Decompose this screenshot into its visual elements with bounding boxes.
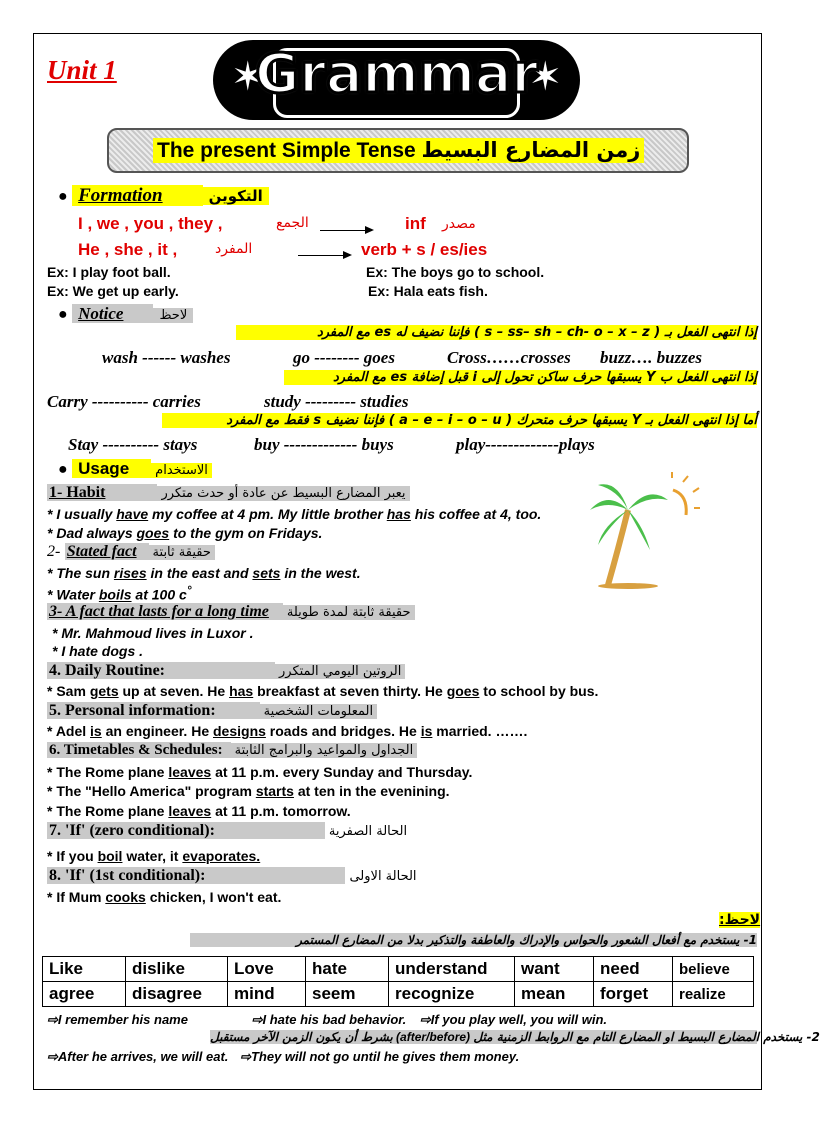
- bullet-icon: ●: [58, 306, 68, 323]
- zero-conditional-title-ar: الحالة الصفرية: [328, 824, 408, 839]
- habit-heading: [47, 484, 410, 502]
- long-fact-title: 3- A fact that lasts for a long time: [47, 603, 283, 620]
- timetables-heading: [47, 741, 417, 759]
- notice-example: wash ------ washes: [102, 348, 231, 367]
- arrow-right-icon: ⇨: [251, 1012, 263, 1027]
- personal-sentence: * Adel is an engineer. He designs roads and bridges. He is married. …….: [47, 723, 528, 739]
- banner-title: Grammar: [255, 42, 538, 105]
- stated-fact-title: Stated fact: [65, 543, 149, 560]
- timetables-sentence: * The Rome plane leaves at 11 p.m. every Sunday and Thursday.: [47, 764, 473, 780]
- notice-example: play-------------plays: [456, 435, 595, 454]
- arrow-icon: [320, 230, 372, 231]
- formation-title-ar: التكوين: [203, 187, 269, 205]
- arrow-right-icon: ⇨: [419, 1012, 431, 1027]
- bullet-icon: ●: [58, 461, 68, 478]
- verb-cell: hate: [306, 957, 389, 982]
- verb-cell: realize: [673, 982, 754, 1007]
- zero-conditional-sentence: * If you boil water, it evaporates.: [47, 848, 261, 864]
- note-example-line1: ⇨I remember his name ⇨I hate his bad behavior. ⇨If you play well, you will win.: [47, 1012, 608, 1027]
- long-fact-heading: [47, 603, 415, 621]
- table-row: [43, 957, 754, 982]
- first-conditional-heading: [47, 867, 421, 885]
- notice-example: buzz…. buzzes: [600, 348, 703, 367]
- verb-cell: need: [594, 957, 673, 982]
- usage-heading: [58, 459, 212, 479]
- notice-title: Notice: [72, 304, 153, 323]
- formation-heading: [58, 185, 269, 207]
- tense-title: [153, 138, 644, 163]
- usage-title: Usage: [72, 459, 151, 478]
- verb-cell: disagree: [126, 982, 228, 1007]
- personal-title: 5. Personal information:: [47, 702, 260, 719]
- usage-title-ar: الاستخدام: [151, 463, 212, 478]
- long-fact-sentence: * I hate dogs .: [52, 643, 144, 659]
- habit-sentence: * Dad always goes to the gym on Fridays.: [47, 525, 323, 541]
- stated-fact-sentence: * Water boils at 100 c°: [47, 584, 192, 603]
- verb-cell: mind: [228, 982, 306, 1007]
- notice-example: buy ------------- buys: [254, 435, 394, 454]
- arrow-icon: [298, 255, 350, 256]
- table-row: [43, 982, 754, 1007]
- arrow-right-icon: ⇨: [47, 1049, 58, 1064]
- tense-title-en: The present Simple Tense: [157, 139, 416, 162]
- verb-cell: forget: [594, 982, 673, 1007]
- formation-row1-result: inf: [405, 214, 426, 233]
- tense-title-ar: زمن المضارع البسيط: [421, 138, 641, 162]
- timetables-sentence: * The "Hello America" program starts at ten in the evenining.: [47, 783, 450, 799]
- zero-conditional-title: 7. 'If' (zero conditional):: [47, 822, 325, 839]
- formation-row1-ar: الجمع: [276, 215, 309, 231]
- note-rule2: بشرط أن يكون الزمن الآخر مستقبل (after/before) 2- يستخدم المضارع البسيط او المضارع التام مع الروابط الزمنية مثل: [210, 1030, 820, 1044]
- formation-title: Formation: [72, 185, 202, 206]
- long-fact-sentence: * Mr. Mahmoud lives in Luxor .: [52, 625, 254, 641]
- stative-verbs-table: [42, 956, 754, 1007]
- stated-fact-heading: 2- Stated fact حقيقة ثابتة: [47, 543, 215, 561]
- habit-sentence: * I usually have my coffee at 4 pm. My little brother has his coffee at 4, too.: [47, 506, 542, 522]
- formation-row1-result-ar: مصدر: [442, 216, 476, 232]
- arrow-right-icon: ⇨: [240, 1049, 251, 1064]
- palm-tree-icon: [588, 470, 700, 588]
- verb-cell: seem: [306, 982, 389, 1007]
- formation-example: Ex: We get up early.: [47, 283, 179, 299]
- notice-example: study --------- studies: [264, 392, 409, 411]
- stated-fact-title-ar: حقيقة ثابتة: [149, 545, 215, 560]
- note-rule1: 1- يستخدم مع أفعال الشعور والحواس والإدراك والعاطفة والتذكير بدلا من المضارع المستمر: [190, 933, 757, 947]
- verb-cell: Like: [43, 957, 126, 982]
- unit-label: Unit 1: [47, 55, 117, 85]
- first-conditional-sentence: * If Mum cooks chicken, I won't eat.: [47, 889, 282, 905]
- personal-title-ar: المعلومات الشخصية: [260, 704, 377, 719]
- note-example-line2: ⇨After he arrives, we will eat. ⇨They will not go until he gives them money.: [47, 1049, 520, 1064]
- notice-example: Stay ---------- stays: [68, 435, 198, 454]
- formation-example: Ex: Hala eats fish.: [368, 283, 488, 299]
- verb-cell: Love: [228, 957, 306, 982]
- habit-title: 1- Habit: [47, 484, 157, 501]
- verb-cell: mean: [515, 982, 594, 1007]
- verb-cell: want: [515, 957, 594, 982]
- arrow-right-icon: ⇨: [47, 1012, 58, 1027]
- verb-cell: recognize: [389, 982, 515, 1007]
- timetables-sentence: * The Rome plane leaves at 11 p.m. tomorrow.: [47, 803, 351, 819]
- routine-heading: [47, 662, 405, 680]
- formation-row2-subjects: He , she , it ,: [78, 240, 178, 259]
- timetables-title-ar: الجداول والمواعيد والبرامج الثابتة: [231, 743, 418, 758]
- zero-conditional-heading: [47, 822, 411, 840]
- routine-title-ar: الروتين اليومي المتكرر: [275, 664, 405, 679]
- verb-cell: dislike: [126, 957, 228, 982]
- timetables-title: 6. Timetables & Schedules:: [47, 742, 231, 758]
- notice-example: Carry ---------- carries: [47, 392, 201, 411]
- notice-example: Cross……crosses: [447, 348, 571, 367]
- formation-example: Ex: I play foot ball.: [47, 264, 171, 280]
- notice-title-ar: لاحظ: [153, 308, 193, 323]
- formation-example: Ex: The boys go to school.: [366, 264, 545, 280]
- notice-rule1: إذا انتهى الفعل بـ ( s – ss– sh – ch- o – x – z ) فإننا نضيف له es مع المفرد: [236, 325, 757, 340]
- verb-cell: believe: [673, 957, 754, 982]
- bullet-icon: ●: [58, 188, 68, 205]
- formation-row1-subjects: I , we , you , they ,: [78, 214, 223, 233]
- star-icon: ✶: [231, 55, 265, 99]
- notice-rule2: إذا انتهى الفعل ب Y يسبقها حرف ساكن تحول إلى i قبل إضافة es مع المفرد: [284, 370, 757, 385]
- note-title: لاحظ:: [719, 912, 761, 928]
- formation-row2-ar: المفرد: [215, 241, 253, 257]
- notice-example: go -------- goes: [293, 348, 395, 367]
- notice-heading: [58, 304, 193, 324]
- first-conditional-title: 8. 'If' (1st conditional):: [47, 867, 345, 884]
- personal-heading: [47, 702, 377, 720]
- verb-cell: understand: [389, 957, 515, 982]
- star-icon: ✶: [528, 55, 562, 99]
- first-conditional-title-ar: الحالة الاولى: [349, 869, 417, 884]
- tense-title-box: [107, 128, 689, 173]
- routine-title: 4. Daily Routine:: [47, 662, 275, 679]
- verb-cell: agree: [43, 982, 126, 1007]
- grammar-banner: [213, 40, 580, 120]
- long-fact-title-ar: حقيقة ثابتة لمدة طويلة: [283, 605, 415, 620]
- habit-title-ar: يعبر المضارع البسيط عن عادة أو حدث متكرر: [157, 486, 409, 501]
- formation-row2-result: verb + s / es/ies: [361, 240, 488, 259]
- routine-sentence: * Sam gets up at seven. He has breakfast at seven thirty. He goes to school by bus.: [47, 683, 599, 699]
- notice-rule3: أما إذا انتهى الفعل بـ Y يسبقها حرف متحرك ( a – e – i – o – u ) فإننا نضيف s فقط مع المفرد: [162, 413, 757, 428]
- stated-fact-sentence: * The sun rises in the east and sets in the west.: [47, 565, 361, 581]
